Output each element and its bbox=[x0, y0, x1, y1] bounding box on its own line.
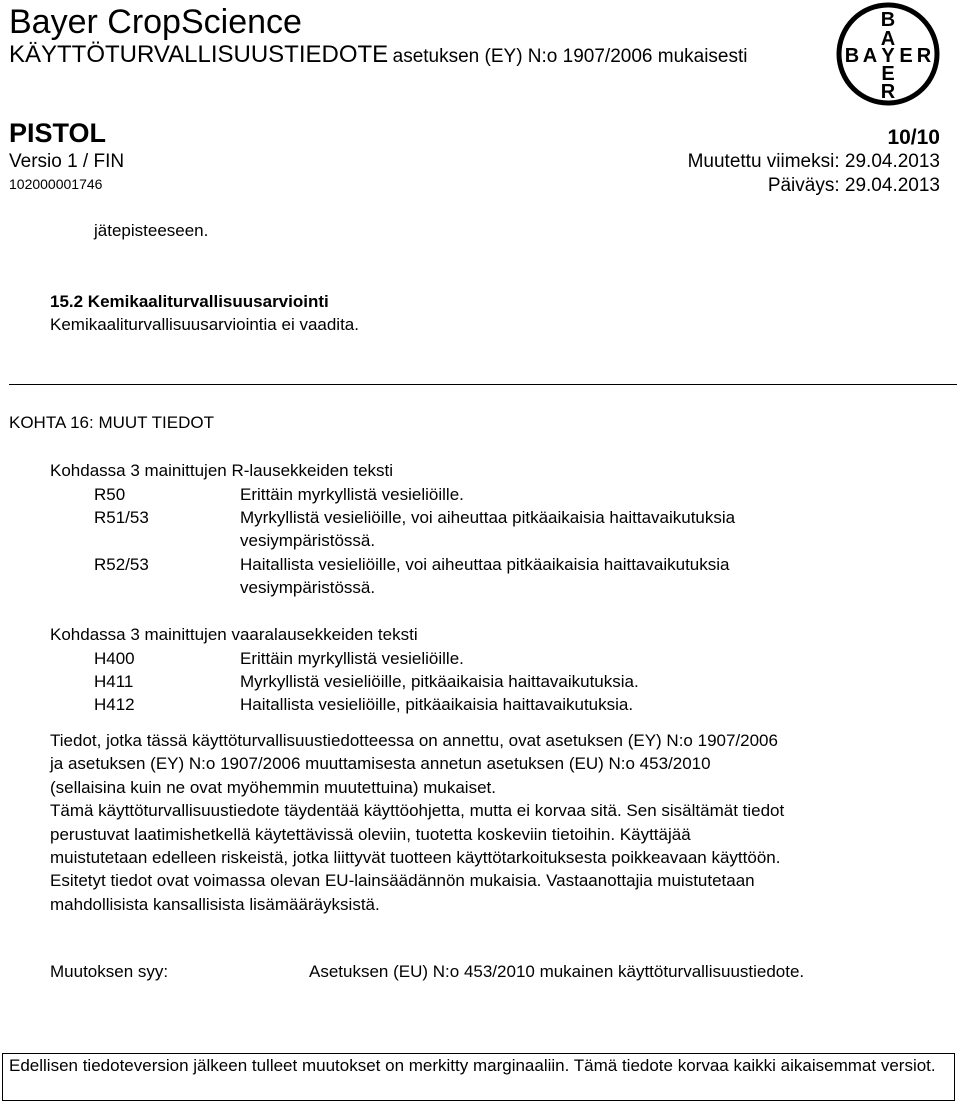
page-number: 10/10 bbox=[887, 126, 940, 149]
h-phrase-text: Erittäin myrkyllistä vesieliöille. bbox=[240, 649, 464, 668]
disclaimer-paragraph bbox=[50, 729, 784, 916]
r-phrase-text-continued: vesiympäristössä. bbox=[240, 531, 376, 550]
paragraph-line: Esitetyt tiedot ovat voimassa olevan EU-lainsäädännön mukaisia. Vastaanottajia muistutetaan bbox=[50, 871, 755, 891]
company-name: Bayer CropScience bbox=[9, 3, 302, 41]
document-number: 102000001746 bbox=[9, 176, 103, 192]
paragraph-line: ja asetuksen (EY) N:o 1907/2006 muuttamisesta annetun asetuksen (EU) N:o 453/2010 bbox=[50, 754, 711, 774]
section-divider bbox=[9, 384, 957, 385]
modified-date: Muutettu viimeksi: 29.04.2013 bbox=[687, 151, 940, 172]
logo-letter-b: B bbox=[880, 9, 896, 31]
paragraph-line: Tämä käyttöturvallisuustiedote täydentää käyttöohjetta, mutta ei korvaa sitä. Sen sisältämät tiedot bbox=[50, 801, 785, 821]
logo-letter-y: Y bbox=[881, 45, 895, 67]
h-phrase-text: Myrkyllistä vesieliöille, pitkäaikaisia haittavaikutuksia. bbox=[240, 672, 639, 691]
product-name: PISTOL bbox=[9, 118, 107, 148]
paragraph-line: muistutetaan edelleen riskeistä, jotka liittyvät tuotteen käyttötarkoituksesta poikkeavaan käyttöön. bbox=[50, 848, 781, 868]
r-phrase-text: Erittäin myrkyllistä vesieliöille. bbox=[240, 485, 464, 504]
h-phrase-code: H412 bbox=[94, 695, 135, 714]
logo-letter-e2: E bbox=[881, 63, 895, 85]
r-phrase-text-continued: vesiympäristössä. bbox=[240, 578, 376, 597]
h-phrase-text: Haitallista vesieliöille, pitkäaikaisia haittavaikutuksia. bbox=[240, 695, 634, 714]
section-16-heading: KOHTA 16: MUUT TIEDOT bbox=[9, 413, 214, 432]
r-phrase-text: Haitallista vesieliöille, voi aiheuttaa pitkäaikaisia haittavaikutuksia bbox=[240, 555, 730, 574]
r-phrase-text: Myrkyllistä vesieliöille, voi aiheuttaa pitkäaikaisia haittavaikutuksia bbox=[240, 508, 736, 527]
h-phrase-code: H400 bbox=[94, 649, 135, 668]
r-phrases-intro: Kohdassa 3 mainittujen R-lausekkeiden teksti bbox=[50, 461, 394, 480]
version-label: Versio 1 / FIN bbox=[9, 151, 125, 172]
logo-letter-e: E bbox=[899, 45, 913, 67]
logo-letter-b2: B bbox=[844, 45, 860, 67]
paragraph-line: perustuvat laatimishetkellä käytettävissä oleviin, tuotetta koskeviin tietoihin. Käyttäjää bbox=[50, 824, 691, 844]
paragraph-line: Tiedot, jotka tässä käyttöturvallisuustiedotteessa on annettu, ovat asetuksen (EY) N:o 1907/2006 bbox=[50, 731, 778, 750]
issue-date: Päiväys: 29.04.2013 bbox=[767, 175, 940, 196]
r-phrase-code: R52/53 bbox=[94, 555, 149, 574]
continuation-text: jätepisteeseen. bbox=[94, 221, 209, 240]
change-reason-text: Asetuksen (EU) N:o 453/2010 mukainen käyttöturvallisuustiedote. bbox=[309, 962, 805, 981]
logo-letter-a: A bbox=[880, 28, 896, 50]
h-phrase-code: H411 bbox=[94, 672, 134, 691]
paragraph-line: mahdollisista kansallisista lisämääräyksistä. bbox=[50, 894, 380, 914]
r-phrase-code: R51/53 bbox=[94, 508, 149, 527]
section-15-2-text: Kemikaaliturvallisuusarviointia ei vaadita. bbox=[50, 315, 359, 334]
document-type-title: KÄYTTÖTURVALLISUUSTIEDOTE bbox=[9, 41, 389, 68]
change-reason-label: Muutoksen syy: bbox=[50, 962, 169, 981]
regulation-reference: asetuksen (EY) N:o 1907/2006 mukaisesti bbox=[392, 46, 748, 67]
paragraph-line: (sellaisina kuin ne ovat myöhemmin muutettuina) mukaiset. bbox=[50, 777, 496, 797]
logo-letter-r2: R bbox=[880, 81, 896, 103]
logo-letter-r: R bbox=[916, 45, 932, 67]
footer-notice-text: Edellisen tiedoteversion jälkeen tulleet muutokset on merkitty marginaaliin. Tämä tiedote korvaa kaikki aikaisemmat versiot. bbox=[9, 1056, 936, 1075]
bayer-logo-icon bbox=[832, 0, 944, 108]
logo-letter-a2: A bbox=[862, 45, 878, 67]
r-phrase-code: R50 bbox=[94, 485, 126, 504]
document-type bbox=[9, 40, 748, 73]
section-15-2-heading: 15.2 Kemikaaliturvallisuusarviointi bbox=[50, 292, 329, 311]
h-phrases-intro: Kohdassa 3 mainittujen vaaralausekkeiden teksti bbox=[50, 625, 418, 644]
